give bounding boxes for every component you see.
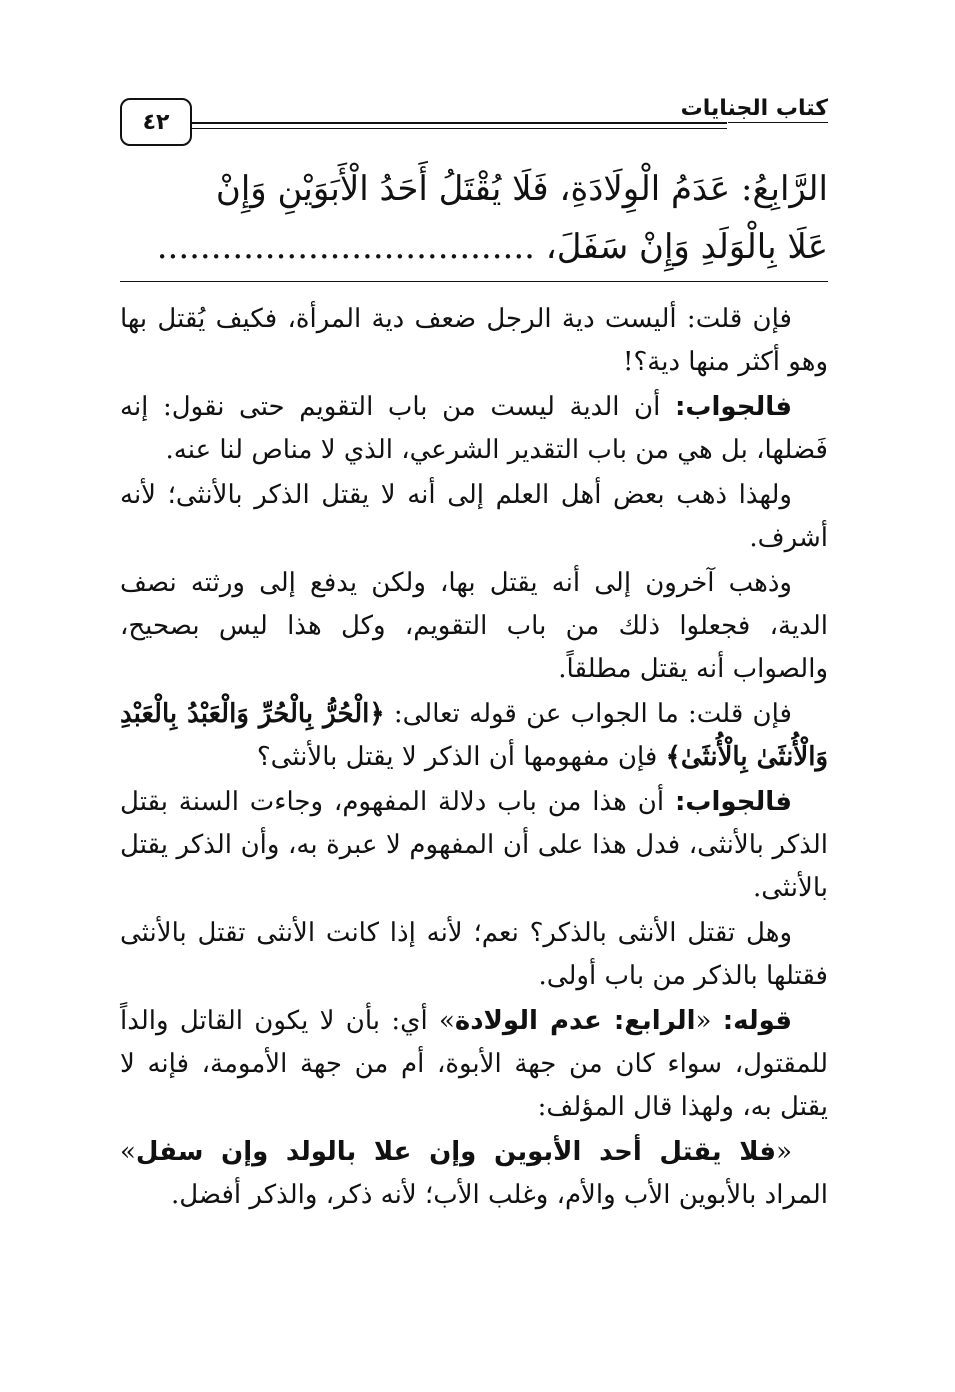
paragraph-text: « — [695, 1006, 723, 1036]
matn-line-2-text: عَلَا بِالْوَلَدِ وَإِنْ سَفَلَ، — [545, 227, 828, 267]
paragraph-text: ولهذا ذهب بعض أهل العلم إلى أنه لا يقتل الذكر بالأنثى؛ لأنه أشرف. — [120, 480, 828, 553]
page-number: ٤٢ — [120, 98, 192, 146]
paragraph-text: فإن قلت: أليست دية الرجل ضعف دية المرأة، فكيف يُقتل بها وهو أكثر منها دية؟! — [120, 304, 828, 377]
paragraph — [120, 693, 828, 779]
header-rule — [120, 122, 727, 124]
paragraph-text: وهل تقتل الأنثى بالذكر؟ نعم؛ لأنه إذا كانت الأنثى تقتل بالأنثى فقتلها بالذكر من باب أولى. — [120, 918, 828, 991]
quoted-matn: الرابع: عدم الولادة — [454, 1006, 696, 1036]
paragraph-tail: » أي: بأن لا يكون القاتل والداً للمقتول، سواء كان من جهة الأبوة، أم من جهة الأمومة، فإنه لا يقتل به، ولهذا قال المؤلف: — [120, 1006, 828, 1122]
book-title: كتاب الجنايات — [680, 96, 828, 121]
paragraph-text: فإن قلت: ما الجواب عن قوله تعالى: — [384, 699, 792, 729]
paragraph — [120, 912, 828, 998]
paragraph — [120, 1131, 828, 1217]
paragraph-tail: » المراد بالأبوين الأب والأم، وغلب الأب؛ لأنه ذكر، والذكر أفضل. — [120, 1137, 828, 1210]
paragraph — [120, 386, 828, 472]
header-rule-thin — [120, 128, 727, 129]
page-header — [120, 96, 828, 146]
matn-line-2 — [120, 218, 828, 276]
separator-rule — [120, 281, 828, 282]
paragraph — [120, 562, 828, 691]
matn-dots: ................................... — [156, 227, 535, 267]
paragraph-lead: فالجواب: — [674, 392, 792, 422]
paragraph — [120, 298, 828, 384]
paragraph-text: أن هذا من باب دلالة المفهوم، وجاءت السنة بقتل الذكر بالأنثى، فدل هذا على أن المفهوم لا عبرة به، وأن الذكر يقتل بالأنثى. — [120, 787, 828, 903]
matn-line-1: الرَّابِعُ: عَدَمُ الْوِلَادَةِ، فَلَا يُقْتَلُ أَحَدُ الْأَبَوَيْنِ وَإِنْ — [215, 169, 828, 209]
quoted-matn: فلا يقتل أحد الأبوين وإن علا بالولد وإن سفل — [135, 1137, 777, 1167]
quran-verse: ﴿الْحُرُّ بِالْحُرِّ وَالْعَبْدُ بِالْعَبْدِ وَالْأُنثَىٰ بِالْأُنثَىٰ﴾ — [120, 699, 828, 772]
paragraph-tail: فإن مفهومها أن الذكر لا يقتل بالأنثى؟ — [256, 742, 666, 772]
paragraph-text: وذهب آخرون إلى أنه يقتل بها، ولكن يدفع إلى ورثته نصف الدية، فجعلوا ذلك من باب التقويم، وكل هذا ليس بصحيح، والصواب أنه يقتل مطلقاً. — [120, 568, 828, 684]
paragraph-lead: فالجواب: — [674, 787, 792, 817]
commentary — [120, 298, 828, 1219]
paragraph-text: أن الدية ليست من باب التقويم حتى نقول: إنه فَضلها، بل هي من باب التقدير الشرعي، الذي لا مناص لنا عنه. — [120, 392, 828, 465]
header-rule-right — [728, 122, 828, 123]
matn-text — [120, 160, 828, 276]
paragraph-text: « — [776, 1137, 792, 1167]
paragraph — [120, 1000, 828, 1129]
paragraph — [120, 474, 828, 560]
paragraph — [120, 781, 828, 910]
paragraph-lead: قوله: — [722, 1006, 793, 1036]
